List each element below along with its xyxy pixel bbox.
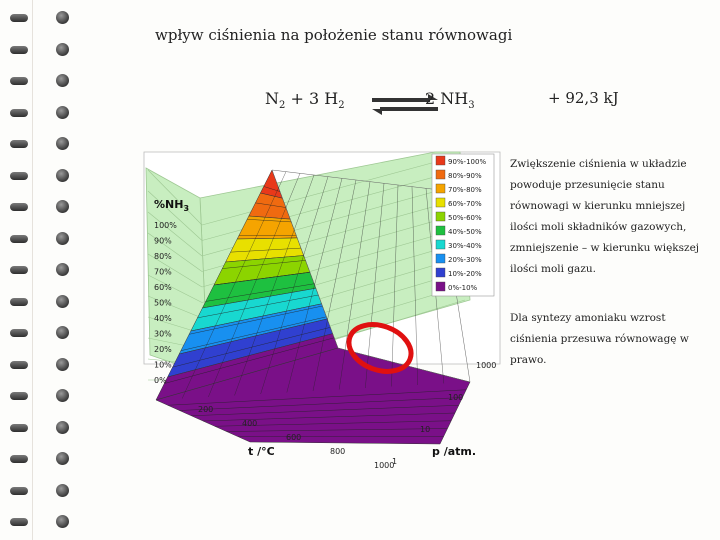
legend-swatch xyxy=(436,268,445,277)
slide-title: wpływ ciśnienia na położenie stanu równowagi xyxy=(155,26,513,44)
binding-hole xyxy=(56,358,69,371)
legend-swatch xyxy=(436,184,445,193)
legend-label: 70%-80% xyxy=(448,186,482,194)
equation-product xyxy=(425,89,475,111)
binding-ring xyxy=(10,518,28,526)
binding-hole xyxy=(56,484,69,497)
legend-swatch xyxy=(436,226,445,235)
binding-ring xyxy=(10,424,28,432)
z-tick-label: 30% xyxy=(154,329,172,339)
equation-reactants xyxy=(265,89,345,111)
explanation-paragraph: Zwiększenie ciśnienia w układzie powoduje przesunięcie stanu równowagi w kierunku mniejszej ilości moli składników gazowych, zmniejszenie – w kierunku większej ilości moli gazu. xyxy=(510,158,700,275)
t-tick-label: 800 xyxy=(330,447,346,456)
p-tick-label: 1 xyxy=(392,457,398,466)
p-tick-label: 100 xyxy=(448,393,464,402)
h2-symbol: + 3 H xyxy=(290,89,339,108)
binding-hole xyxy=(56,326,69,339)
binding-ring xyxy=(10,298,28,306)
equilibrium-surface-chart xyxy=(140,150,502,490)
legend-swatch xyxy=(436,282,445,291)
legend-swatch xyxy=(436,240,445,249)
binding-hole xyxy=(56,74,69,87)
t-tick-label: 200 xyxy=(198,405,214,414)
nh3-symbol: 2 NH xyxy=(425,89,469,108)
binding-hole xyxy=(56,106,69,119)
binding-ring xyxy=(10,77,28,85)
binding-ring xyxy=(10,46,28,54)
binding-hole xyxy=(56,263,69,276)
n2-subscript: 2 xyxy=(279,100,286,112)
z-tick-label: 70% xyxy=(154,267,172,277)
t-tick-label: 1000 xyxy=(374,461,395,470)
reaction-enthalpy: + 92,3 kJ xyxy=(548,89,619,107)
t-tick-label: 600 xyxy=(286,433,302,442)
p-tick-label: 10 xyxy=(420,425,431,434)
chart-legend xyxy=(432,154,494,296)
binding-hole xyxy=(56,421,69,434)
z-tick-label: 100% xyxy=(154,221,177,230)
binding-ring xyxy=(10,392,28,400)
t-tick-label: 400 xyxy=(242,419,258,428)
p-tick-label: 1000 xyxy=(476,361,497,370)
binding-ring xyxy=(10,361,28,369)
binding-ring xyxy=(10,329,28,337)
n2-symbol: N xyxy=(265,89,279,108)
legend-label: 50%-60% xyxy=(448,214,482,222)
z-tick-label: 0% xyxy=(154,376,167,385)
binding-ring xyxy=(10,14,28,22)
nh3-subscript: 3 xyxy=(468,100,475,112)
binding-hole xyxy=(56,43,69,56)
legend-label: 20%-30% xyxy=(448,256,482,264)
binding-ring xyxy=(10,109,28,117)
legend-label: 40%-50% xyxy=(448,228,482,236)
chart-svg xyxy=(140,150,502,490)
binding-ring xyxy=(10,266,28,274)
t-axis-label: t /°C xyxy=(248,445,275,458)
z-axis-label: $\%NH_3$ xyxy=(154,198,190,213)
legend-swatch xyxy=(436,156,445,165)
legend-label: 60%-70% xyxy=(448,200,482,208)
binding-ring xyxy=(10,140,28,148)
legend-label: 10%-20% xyxy=(448,270,482,278)
summary-paragraph: Dla syntezy amoniaku wzrost ciśnienia przesuwa równowagę w prawo. xyxy=(510,312,689,366)
legend-label: 0%-10% xyxy=(448,284,478,292)
legend-label: 30%-40% xyxy=(448,242,482,250)
z-tick-label: 50% xyxy=(154,298,172,308)
legend-swatch xyxy=(436,198,445,207)
binding-hole xyxy=(56,389,69,402)
binding-ring xyxy=(10,455,28,463)
legend-label: 90%-100% xyxy=(448,158,487,166)
binding-hole xyxy=(56,11,69,24)
p-axis-label: p /atm. xyxy=(432,445,477,458)
binding-hole xyxy=(56,169,69,182)
binding-ring xyxy=(10,235,28,243)
legend-label: 80%-90% xyxy=(448,172,482,180)
legend-swatch xyxy=(436,170,445,179)
z-tick-label: 60% xyxy=(154,283,172,292)
z-tick-label: 10% xyxy=(154,360,172,370)
legend-swatch xyxy=(436,212,445,221)
binding-hole xyxy=(56,295,69,308)
binding-hole xyxy=(56,452,69,465)
h2-subscript: 2 xyxy=(338,100,345,112)
binding-ring xyxy=(10,172,28,180)
z-tick-label: 40% xyxy=(154,314,172,323)
legend-swatch xyxy=(436,254,445,263)
binding-hole xyxy=(56,232,69,245)
binding-hole xyxy=(56,137,69,150)
binding-ring xyxy=(10,203,28,211)
z-tick-label: 90% xyxy=(154,236,172,246)
margin-line xyxy=(32,0,33,540)
z-tick-label: 20% xyxy=(154,345,172,354)
binding-hole xyxy=(56,515,69,528)
binding-hole xyxy=(56,200,69,213)
binding-ring xyxy=(10,487,28,495)
z-tick-label: 80% xyxy=(154,252,172,261)
